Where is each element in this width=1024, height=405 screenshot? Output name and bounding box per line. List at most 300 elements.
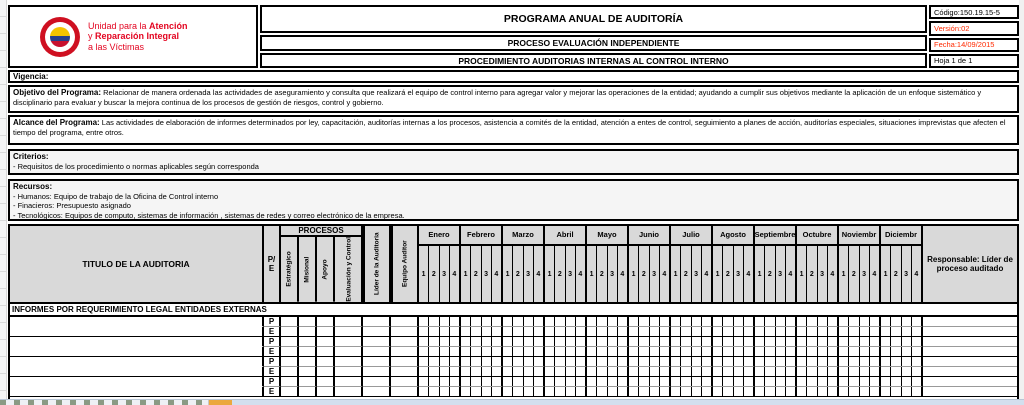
week-cell[interactable] bbox=[534, 367, 543, 376]
lider-cell[interactable] bbox=[363, 377, 391, 387]
week-cell[interactable] bbox=[482, 347, 492, 356]
week-cell[interactable] bbox=[713, 357, 723, 366]
week-cell[interactable] bbox=[587, 337, 597, 346]
week-cell[interactable] bbox=[660, 337, 669, 346]
week-cell[interactable] bbox=[912, 387, 921, 396]
week-cell[interactable] bbox=[513, 327, 523, 336]
week-cell[interactable] bbox=[849, 317, 859, 326]
week-cell[interactable] bbox=[828, 347, 837, 356]
misional-cell[interactable] bbox=[299, 387, 317, 397]
lider-cell[interactable] bbox=[363, 317, 391, 327]
week-cell[interactable] bbox=[429, 317, 439, 326]
week-cell[interactable] bbox=[681, 337, 691, 346]
pe-cell[interactable]: E bbox=[264, 347, 281, 357]
week-cell[interactable] bbox=[555, 337, 565, 346]
week-cell[interactable] bbox=[786, 377, 795, 386]
week-cell[interactable] bbox=[912, 317, 921, 326]
week-cell[interactable] bbox=[576, 387, 585, 396]
week-cell[interactable] bbox=[870, 317, 879, 326]
week-cell[interactable] bbox=[797, 377, 807, 386]
estrategico-cell[interactable] bbox=[281, 317, 299, 327]
week-cell[interactable] bbox=[849, 377, 859, 386]
week-cell[interactable] bbox=[492, 367, 501, 376]
week-cell[interactable] bbox=[681, 347, 691, 356]
week-cell[interactable] bbox=[608, 377, 618, 386]
audit-title-cell[interactable] bbox=[10, 317, 264, 327]
week-cell[interactable] bbox=[660, 367, 669, 376]
week-cell[interactable] bbox=[650, 357, 660, 366]
week-cell[interactable] bbox=[555, 347, 565, 356]
week-cell[interactable] bbox=[492, 317, 501, 326]
equipo-cell[interactable] bbox=[391, 387, 419, 397]
lider-cell[interactable] bbox=[363, 387, 391, 397]
week-cell[interactable] bbox=[818, 377, 828, 386]
apoyo-cell[interactable] bbox=[317, 337, 335, 347]
week-cell[interactable] bbox=[471, 387, 481, 396]
week-cell[interactable] bbox=[692, 347, 702, 356]
week-cell[interactable] bbox=[681, 377, 691, 386]
week-cell[interactable] bbox=[482, 357, 492, 366]
week-cell[interactable] bbox=[513, 387, 523, 396]
week-cell[interactable] bbox=[671, 317, 681, 326]
week-cell[interactable] bbox=[587, 377, 597, 386]
week-cell[interactable] bbox=[755, 317, 765, 326]
week-cell[interactable] bbox=[912, 367, 921, 376]
apoyo-cell[interactable] bbox=[317, 367, 335, 377]
week-cell[interactable] bbox=[734, 387, 744, 396]
pe-cell[interactable]: P bbox=[264, 377, 281, 387]
week-cell[interactable] bbox=[744, 377, 753, 386]
week-cell[interactable] bbox=[870, 337, 879, 346]
week-cell[interactable] bbox=[671, 387, 681, 396]
evaluacion-control-cell[interactable] bbox=[335, 327, 363, 337]
estrategico-cell[interactable] bbox=[281, 357, 299, 367]
week-cell[interactable] bbox=[419, 357, 429, 366]
week-cell[interactable] bbox=[912, 337, 921, 346]
week-cell[interactable] bbox=[818, 317, 828, 326]
week-cell[interactable] bbox=[723, 317, 733, 326]
week-cell[interactable] bbox=[671, 327, 681, 336]
week-cell[interactable] bbox=[713, 367, 723, 376]
week-cell[interactable] bbox=[807, 387, 817, 396]
week-cell[interactable] bbox=[545, 387, 555, 396]
week-cell[interactable] bbox=[482, 387, 492, 396]
week-cell[interactable] bbox=[639, 367, 649, 376]
week-cell[interactable] bbox=[786, 367, 795, 376]
week-cell[interactable] bbox=[629, 327, 639, 336]
audit-title-cell[interactable] bbox=[10, 327, 264, 337]
week-cell[interactable] bbox=[450, 347, 459, 356]
week-cell[interactable] bbox=[828, 377, 837, 386]
week-cell[interactable] bbox=[860, 357, 870, 366]
week-cell[interactable] bbox=[870, 327, 879, 336]
week-cell[interactable] bbox=[555, 377, 565, 386]
evaluacion-control-cell[interactable] bbox=[335, 317, 363, 327]
week-cell[interactable] bbox=[597, 367, 607, 376]
week-cell[interactable] bbox=[524, 367, 534, 376]
week-cell[interactable] bbox=[545, 347, 555, 356]
week-cell[interactable] bbox=[734, 327, 744, 336]
week-cell[interactable] bbox=[597, 387, 607, 396]
pe-cell[interactable]: E bbox=[264, 367, 281, 377]
lider-cell[interactable] bbox=[363, 337, 391, 347]
week-cell[interactable] bbox=[807, 377, 817, 386]
week-cell[interactable] bbox=[797, 357, 807, 366]
week-cell[interactable] bbox=[534, 337, 543, 346]
audit-title-cell[interactable] bbox=[10, 387, 264, 397]
week-cell[interactable] bbox=[650, 377, 660, 386]
week-cell[interactable] bbox=[734, 347, 744, 356]
week-cell[interactable] bbox=[545, 317, 555, 326]
responsable-cell[interactable] bbox=[923, 357, 1017, 367]
week-cell[interactable] bbox=[566, 367, 576, 376]
week-cell[interactable] bbox=[713, 337, 723, 346]
week-cell[interactable] bbox=[839, 317, 849, 326]
week-cell[interactable] bbox=[482, 327, 492, 336]
week-cell[interactable] bbox=[702, 357, 711, 366]
week-cell[interactable] bbox=[786, 347, 795, 356]
week-cell[interactable] bbox=[702, 387, 711, 396]
week-cell[interactable] bbox=[503, 327, 513, 336]
week-cell[interactable] bbox=[419, 377, 429, 386]
week-cell[interactable] bbox=[839, 357, 849, 366]
apoyo-cell[interactable] bbox=[317, 387, 335, 397]
week-cell[interactable] bbox=[702, 347, 711, 356]
audit-title-cell[interactable] bbox=[10, 377, 264, 387]
responsable-cell[interactable] bbox=[923, 317, 1017, 327]
week-cell[interactable] bbox=[660, 387, 669, 396]
week-cell[interactable] bbox=[524, 337, 534, 346]
week-cell[interactable] bbox=[650, 387, 660, 396]
week-cell[interactable] bbox=[870, 357, 879, 366]
week-cell[interactable] bbox=[566, 337, 576, 346]
apoyo-cell[interactable] bbox=[317, 377, 335, 387]
week-cell[interactable] bbox=[534, 317, 543, 326]
week-cell[interactable] bbox=[524, 347, 534, 356]
week-cell[interactable] bbox=[639, 387, 649, 396]
week-cell[interactable] bbox=[440, 317, 450, 326]
week-cell[interactable] bbox=[450, 327, 459, 336]
week-cell[interactable] bbox=[765, 367, 775, 376]
week-cell[interactable] bbox=[618, 387, 627, 396]
week-cell[interactable] bbox=[618, 337, 627, 346]
week-cell[interactable] bbox=[902, 357, 912, 366]
week-cell[interactable] bbox=[702, 327, 711, 336]
equipo-cell[interactable] bbox=[391, 357, 419, 367]
week-cell[interactable] bbox=[828, 327, 837, 336]
week-cell[interactable] bbox=[881, 347, 891, 356]
week-cell[interactable] bbox=[891, 387, 901, 396]
week-cell[interactable] bbox=[534, 377, 543, 386]
week-cell[interactable] bbox=[744, 317, 753, 326]
week-cell[interactable] bbox=[765, 387, 775, 396]
week-cell[interactable] bbox=[881, 357, 891, 366]
week-cell[interactable] bbox=[839, 387, 849, 396]
week-cell[interactable] bbox=[618, 317, 627, 326]
audit-title-cell[interactable] bbox=[10, 337, 264, 347]
week-cell[interactable] bbox=[524, 377, 534, 386]
vigencia-block[interactable] bbox=[8, 70, 1019, 83]
week-cell[interactable] bbox=[723, 357, 733, 366]
week-cell[interactable] bbox=[545, 377, 555, 386]
week-cell[interactable] bbox=[881, 367, 891, 376]
week-cell[interactable] bbox=[723, 387, 733, 396]
estrategico-cell[interactable] bbox=[281, 387, 299, 397]
week-cell[interactable] bbox=[713, 347, 723, 356]
week-cell[interactable] bbox=[461, 387, 471, 396]
week-cell[interactable] bbox=[839, 347, 849, 356]
week-cell[interactable] bbox=[555, 327, 565, 336]
responsable-cell[interactable] bbox=[923, 367, 1017, 377]
week-cell[interactable] bbox=[902, 317, 912, 326]
week-cell[interactable] bbox=[828, 387, 837, 396]
audit-title-cell[interactable] bbox=[10, 367, 264, 377]
week-cell[interactable] bbox=[744, 337, 753, 346]
pe-cell[interactable]: P bbox=[264, 357, 281, 367]
week-cell[interactable] bbox=[545, 357, 555, 366]
week-cell[interactable] bbox=[660, 327, 669, 336]
misional-cell[interactable] bbox=[299, 377, 317, 387]
week-cell[interactable] bbox=[755, 337, 765, 346]
week-cell[interactable] bbox=[786, 357, 795, 366]
week-cell[interactable] bbox=[513, 347, 523, 356]
week-cell[interactable] bbox=[629, 367, 639, 376]
equipo-cell[interactable] bbox=[391, 347, 419, 357]
week-cell[interactable] bbox=[429, 387, 439, 396]
week-cell[interactable] bbox=[681, 367, 691, 376]
week-cell[interactable] bbox=[744, 327, 753, 336]
week-cell[interactable] bbox=[671, 337, 681, 346]
week-cell[interactable] bbox=[429, 347, 439, 356]
week-cell[interactable] bbox=[744, 357, 753, 366]
week-cell[interactable] bbox=[734, 377, 744, 386]
evaluacion-control-cell[interactable] bbox=[335, 347, 363, 357]
week-cell[interactable] bbox=[692, 387, 702, 396]
week-cell[interactable] bbox=[881, 337, 891, 346]
week-cell[interactable] bbox=[629, 387, 639, 396]
week-cell[interactable] bbox=[629, 357, 639, 366]
week-cell[interactable] bbox=[660, 347, 669, 356]
misional-cell[interactable] bbox=[299, 367, 317, 377]
week-cell[interactable] bbox=[713, 317, 723, 326]
week-cell[interactable] bbox=[503, 347, 513, 356]
week-cell[interactable] bbox=[692, 327, 702, 336]
week-cell[interactable] bbox=[881, 317, 891, 326]
week-cell[interactable] bbox=[912, 347, 921, 356]
responsable-cell[interactable] bbox=[923, 347, 1017, 357]
week-cell[interactable] bbox=[849, 367, 859, 376]
week-cell[interactable] bbox=[419, 347, 429, 356]
week-cell[interactable] bbox=[870, 367, 879, 376]
evaluacion-control-cell[interactable] bbox=[335, 377, 363, 387]
week-cell[interactable] bbox=[450, 317, 459, 326]
week-cell[interactable] bbox=[891, 367, 901, 376]
week-cell[interactable] bbox=[744, 387, 753, 396]
week-cell[interactable] bbox=[807, 327, 817, 336]
week-cell[interactable] bbox=[639, 317, 649, 326]
week-cell[interactable] bbox=[618, 377, 627, 386]
week-cell[interactable] bbox=[597, 327, 607, 336]
week-cell[interactable] bbox=[744, 367, 753, 376]
week-cell[interactable] bbox=[440, 357, 450, 366]
week-cell[interactable] bbox=[587, 347, 597, 356]
week-cell[interactable] bbox=[471, 367, 481, 376]
week-cell[interactable] bbox=[545, 367, 555, 376]
week-cell[interactable] bbox=[891, 317, 901, 326]
week-cell[interactable] bbox=[671, 367, 681, 376]
misional-cell[interactable] bbox=[299, 347, 317, 357]
week-cell[interactable] bbox=[629, 347, 639, 356]
week-cell[interactable] bbox=[902, 387, 912, 396]
pe-cell[interactable]: P bbox=[264, 317, 281, 327]
week-cell[interactable] bbox=[723, 327, 733, 336]
week-cell[interactable] bbox=[608, 387, 618, 396]
week-cell[interactable] bbox=[471, 337, 481, 346]
week-cell[interactable] bbox=[597, 357, 607, 366]
week-cell[interactable] bbox=[492, 327, 501, 336]
week-cell[interactable] bbox=[849, 387, 859, 396]
week-cell[interactable] bbox=[692, 357, 702, 366]
week-cell[interactable] bbox=[534, 327, 543, 336]
week-cell[interactable] bbox=[776, 387, 786, 396]
week-cell[interactable] bbox=[849, 347, 859, 356]
week-cell[interactable] bbox=[891, 347, 901, 356]
estrategico-cell[interactable] bbox=[281, 337, 299, 347]
week-cell[interactable] bbox=[902, 377, 912, 386]
week-cell[interactable] bbox=[492, 387, 501, 396]
week-cell[interactable] bbox=[503, 337, 513, 346]
week-cell[interactable] bbox=[755, 387, 765, 396]
week-cell[interactable] bbox=[765, 377, 775, 386]
audit-title-cell[interactable] bbox=[10, 357, 264, 367]
week-cell[interactable] bbox=[797, 337, 807, 346]
pe-cell[interactable]: P bbox=[264, 337, 281, 347]
week-cell[interactable] bbox=[713, 377, 723, 386]
week-cell[interactable] bbox=[650, 337, 660, 346]
responsable-cell[interactable] bbox=[923, 337, 1017, 347]
week-cell[interactable] bbox=[639, 357, 649, 366]
week-cell[interactable] bbox=[618, 347, 627, 356]
equipo-cell[interactable] bbox=[391, 327, 419, 337]
week-cell[interactable] bbox=[461, 357, 471, 366]
week-cell[interactable] bbox=[786, 317, 795, 326]
week-cell[interactable] bbox=[608, 327, 618, 336]
week-cell[interactable] bbox=[786, 387, 795, 396]
responsable-cell[interactable] bbox=[923, 387, 1017, 397]
week-cell[interactable] bbox=[839, 337, 849, 346]
week-cell[interactable] bbox=[681, 327, 691, 336]
pe-cell[interactable]: E bbox=[264, 387, 281, 397]
week-cell[interactable] bbox=[849, 327, 859, 336]
week-cell[interactable] bbox=[692, 377, 702, 386]
week-cell[interactable] bbox=[797, 327, 807, 336]
week-cell[interactable] bbox=[629, 317, 639, 326]
week-cell[interactable] bbox=[566, 317, 576, 326]
week-cell[interactable] bbox=[681, 387, 691, 396]
week-cell[interactable] bbox=[723, 377, 733, 386]
week-cell[interactable] bbox=[902, 327, 912, 336]
week-cell[interactable] bbox=[587, 357, 597, 366]
week-cell[interactable] bbox=[702, 337, 711, 346]
week-cell[interactable] bbox=[797, 317, 807, 326]
lider-cell[interactable] bbox=[363, 357, 391, 367]
week-cell[interactable] bbox=[461, 347, 471, 356]
week-cell[interactable] bbox=[513, 357, 523, 366]
week-cell[interactable] bbox=[429, 357, 439, 366]
week-cell[interactable] bbox=[755, 357, 765, 366]
week-cell[interactable] bbox=[524, 357, 534, 366]
week-cell[interactable] bbox=[797, 347, 807, 356]
week-cell[interactable] bbox=[524, 387, 534, 396]
week-cell[interactable] bbox=[461, 317, 471, 326]
week-cell[interactable] bbox=[429, 337, 439, 346]
week-cell[interactable] bbox=[419, 367, 429, 376]
week-cell[interactable] bbox=[807, 337, 817, 346]
week-cell[interactable] bbox=[440, 377, 450, 386]
week-cell[interactable] bbox=[587, 327, 597, 336]
week-cell[interactable] bbox=[576, 317, 585, 326]
active-sheet-tab[interactable] bbox=[208, 400, 232, 405]
week-cell[interactable] bbox=[440, 327, 450, 336]
week-cell[interactable] bbox=[860, 337, 870, 346]
week-cell[interactable] bbox=[902, 347, 912, 356]
week-cell[interactable] bbox=[891, 377, 901, 386]
week-cell[interactable] bbox=[702, 317, 711, 326]
week-cell[interactable] bbox=[440, 337, 450, 346]
week-cell[interactable] bbox=[807, 357, 817, 366]
week-cell[interactable] bbox=[765, 317, 775, 326]
week-cell[interactable] bbox=[450, 367, 459, 376]
week-cell[interactable] bbox=[587, 317, 597, 326]
week-cell[interactable] bbox=[870, 387, 879, 396]
week-cell[interactable] bbox=[765, 357, 775, 366]
week-cell[interactable] bbox=[860, 317, 870, 326]
week-cell[interactable] bbox=[713, 387, 723, 396]
week-cell[interactable] bbox=[618, 327, 627, 336]
week-cell[interactable] bbox=[471, 347, 481, 356]
apoyo-cell[interactable] bbox=[317, 327, 335, 337]
week-cell[interactable] bbox=[513, 317, 523, 326]
week-cell[interactable] bbox=[671, 377, 681, 386]
week-cell[interactable] bbox=[471, 327, 481, 336]
week-cell[interactable] bbox=[902, 337, 912, 346]
week-cell[interactable] bbox=[776, 357, 786, 366]
lider-cell[interactable] bbox=[363, 347, 391, 357]
week-cell[interactable] bbox=[534, 387, 543, 396]
estrategico-cell[interactable] bbox=[281, 327, 299, 337]
week-cell[interactable] bbox=[576, 337, 585, 346]
week-cell[interactable] bbox=[786, 327, 795, 336]
week-cell[interactable] bbox=[492, 347, 501, 356]
week-cell[interactable] bbox=[429, 367, 439, 376]
week-cell[interactable] bbox=[482, 317, 492, 326]
week-cell[interactable] bbox=[734, 317, 744, 326]
week-cell[interactable] bbox=[471, 317, 481, 326]
week-cell[interactable] bbox=[545, 337, 555, 346]
week-cell[interactable] bbox=[818, 347, 828, 356]
week-cell[interactable] bbox=[597, 337, 607, 346]
week-cell[interactable] bbox=[692, 317, 702, 326]
week-cell[interactable] bbox=[629, 337, 639, 346]
week-cell[interactable] bbox=[860, 327, 870, 336]
week-cell[interactable] bbox=[566, 327, 576, 336]
week-cell[interactable] bbox=[755, 377, 765, 386]
responsable-cell[interactable] bbox=[923, 377, 1017, 387]
week-cell[interactable] bbox=[524, 327, 534, 336]
week-cell[interactable] bbox=[671, 347, 681, 356]
week-cell[interactable] bbox=[671, 357, 681, 366]
evaluacion-control-cell[interactable] bbox=[335, 357, 363, 367]
